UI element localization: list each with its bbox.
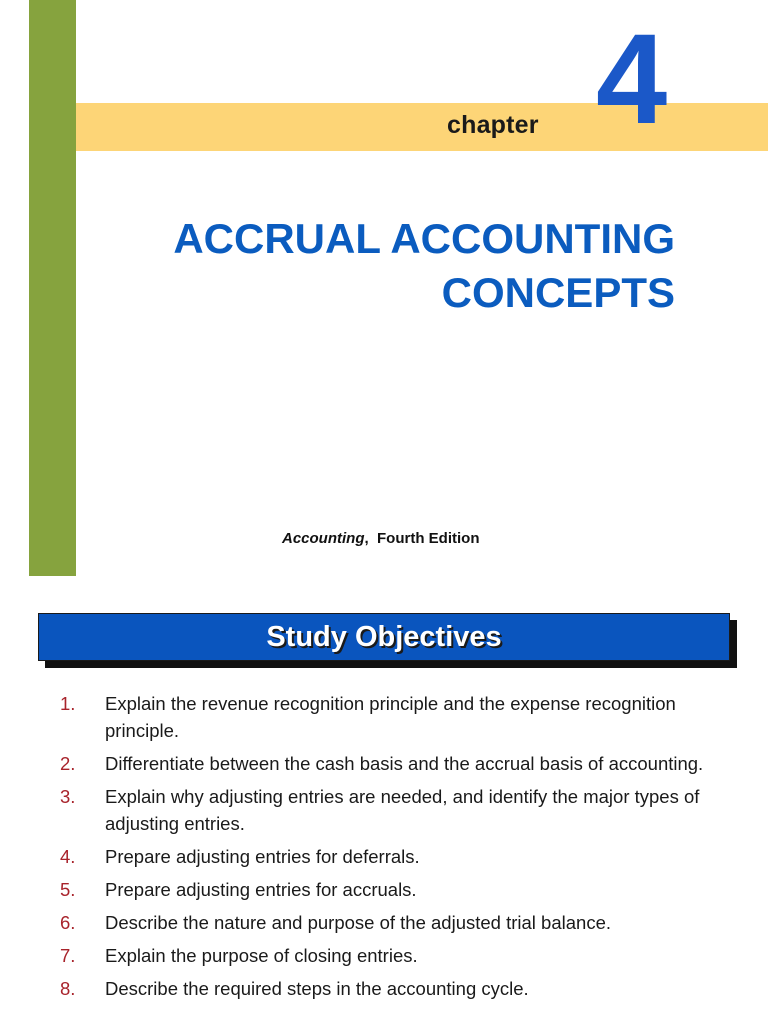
green-accent-bar	[29, 0, 76, 576]
objective-text: Prepare adjusting entries for deferrals.	[105, 846, 420, 867]
objective-item	[0, 909, 768, 936]
objective-text: Prepare adjusting entries for accruals.	[105, 879, 417, 900]
book-title: Accounting	[282, 530, 365, 547]
objective-item	[0, 843, 768, 870]
objective-text: Describe the nature and purpose of the adjusted trial balance.	[105, 912, 611, 933]
objective-item	[0, 942, 768, 969]
objective-number: 4.	[60, 846, 76, 867]
chapter-title	[173, 212, 675, 320]
objective-text: Explain the revenue recognition principle and the expense recognition principle.	[105, 693, 676, 741]
objective-text: Explain why adjusting entries are needed, and identify the major types of adjusting entries.	[105, 786, 700, 834]
chapter-label: chapter	[447, 111, 539, 139]
objective-number: 6.	[60, 912, 76, 933]
objective-number: 7.	[60, 945, 76, 966]
objectives-list	[0, 690, 768, 1008]
slide-divider	[0, 576, 768, 577]
chapter-title-line-2: CONCEPTS	[441, 269, 675, 316]
objectives-heading: Study Objectives	[266, 620, 502, 653]
objective-item	[0, 690, 768, 744]
objective-number: 2.	[60, 753, 76, 774]
objective-item	[0, 975, 768, 1002]
objective-item	[0, 876, 768, 903]
objectives-header	[38, 613, 730, 661]
objective-number: 8.	[60, 978, 76, 999]
objective-number: 5.	[60, 879, 76, 900]
book-edition	[282, 530, 480, 547]
objective-number: 1.	[60, 693, 76, 714]
objective-item	[0, 783, 768, 837]
objective-item	[0, 750, 768, 777]
objective-text: Explain the purpose of closing entries.	[105, 945, 418, 966]
objective-number: 3.	[60, 786, 76, 807]
book-separator: ,	[364, 530, 369, 547]
objective-text: Describe the required steps in the accounting cycle.	[105, 978, 529, 999]
edition-label: Fourth Edition	[377, 530, 480, 547]
objective-text: Differentiate between the cash basis and the accrual basis of accounting.	[105, 753, 704, 774]
chapter-title-line-1: ACCRUAL ACCOUNTING	[173, 215, 675, 262]
chapter-number: 4	[596, 8, 668, 151]
